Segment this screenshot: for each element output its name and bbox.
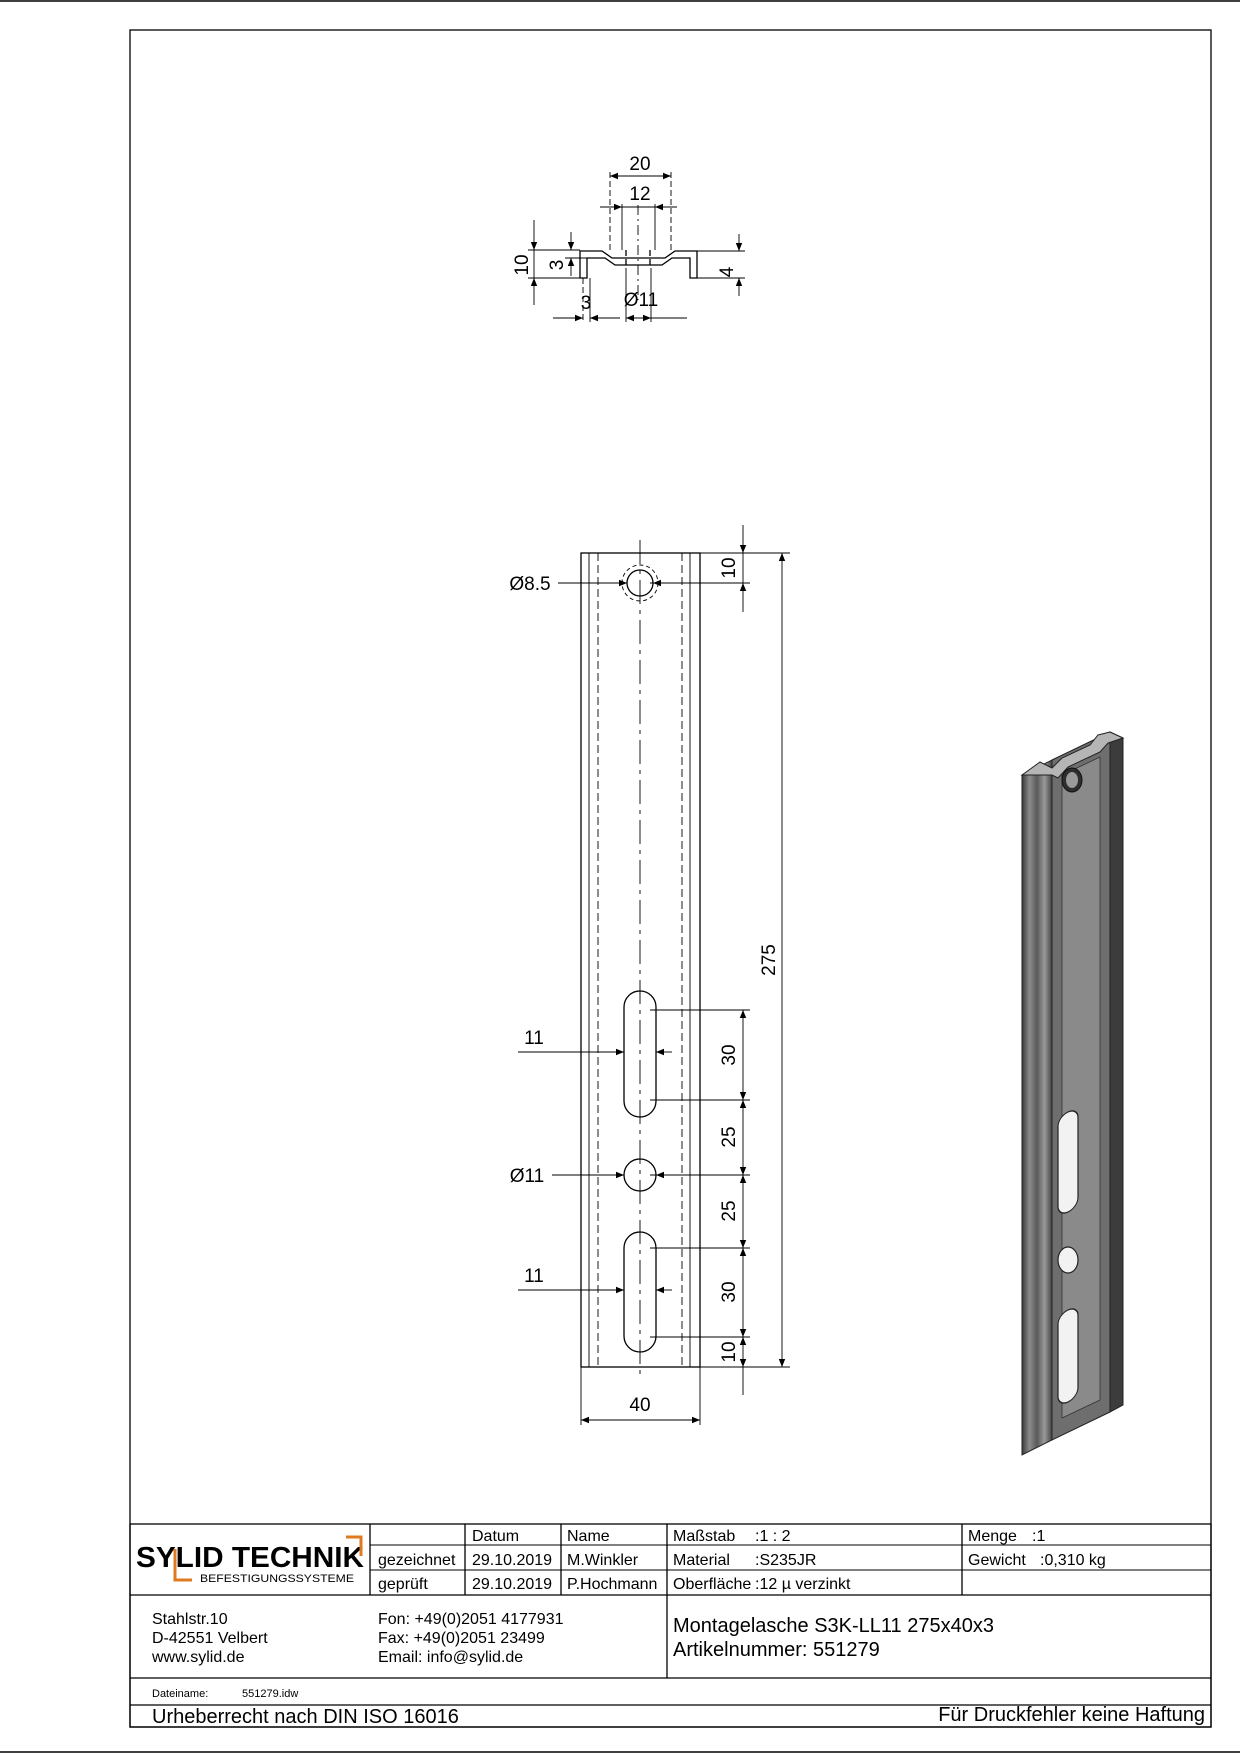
profile-outline	[580, 251, 697, 278]
header-datum: Datum	[472, 1528, 520, 1545]
iso-slot-upper	[1058, 1107, 1078, 1216]
iso-slot-lower	[1058, 1305, 1078, 1406]
dim-label-bottom-offset: 10	[719, 1341, 740, 1363]
spec-label-scale: Maßstab	[673, 1528, 736, 1545]
dim-label-width: 40	[629, 1395, 651, 1416]
dim-label-slot2-length: 30	[719, 1281, 740, 1303]
contact-phone: Fon: +49(0)2051 4177931	[378, 1611, 564, 1628]
filename-label: Dateiname:	[152, 1688, 209, 1700]
isometric-view	[1022, 732, 1123, 1455]
disclaimer-note: Für Druckfehler keine Haftung	[938, 1704, 1205, 1726]
iso-face-right	[1110, 732, 1123, 1412]
spec-value-surface: :12 µ verzinkt	[755, 1576, 851, 1593]
dim-label-flange: 4	[717, 266, 738, 278]
extra-label-quantity: Menge	[968, 1528, 1017, 1545]
company-logo	[136, 1537, 364, 1585]
dim-label-hole-dia: Ø11	[623, 290, 659, 311]
dim-label-length: 275	[759, 944, 780, 976]
contact-fax: Fax: +49(0)2051 23499	[378, 1630, 545, 1647]
row-name-drawn: M.Winkler	[567, 1552, 639, 1569]
product-name: Montagelasche S3K-LL11 275x40x3	[673, 1615, 994, 1637]
header-name: Name	[567, 1528, 610, 1545]
logo-tagline: BEFESTIGUNGSSYSTEME	[200, 1573, 354, 1585]
contact-email: Email: info@sylid.de	[378, 1649, 524, 1666]
dim-label-slot1-width: 11	[524, 1028, 544, 1049]
spec-label-material: Material	[673, 1552, 730, 1569]
spec-value-scale: :1 : 2	[755, 1528, 791, 1545]
dim-label-edge: 3	[580, 293, 592, 314]
dim-label-width-inner: 12	[629, 184, 651, 205]
row-label-checked: geprüft	[378, 1576, 428, 1593]
filename-value: 551279.idw	[242, 1688, 299, 1700]
extra-label-weight: Gewicht	[968, 1552, 1026, 1569]
dim-label-slot2-width: 11	[524, 1266, 544, 1287]
front-view	[518, 525, 790, 1425]
dim-label-gap2: 25	[719, 1200, 740, 1222]
dim-label-round-hole: Ø11	[509, 1166, 545, 1187]
dim-label-gap1: 25	[719, 1126, 740, 1148]
copyright-note: Urheberrecht nach DIN ISO 16016	[152, 1706, 459, 1728]
row-label-drawn: gezeichnet	[378, 1552, 456, 1569]
address-street: Stahlstr.10	[152, 1611, 228, 1628]
extra-value-quantity: :1	[1032, 1528, 1046, 1545]
spec-value-material: :S235JR	[755, 1552, 817, 1569]
dim-label-depth: 3	[547, 259, 568, 271]
row-date-drawn: 29.10.2019	[472, 1552, 553, 1569]
logo-wordmark: SYLID TECHNIK	[136, 1542, 365, 1574]
iso-face-left	[1022, 760, 1052, 1455]
dim-label-top-offset: 10	[719, 557, 740, 579]
address-city: D-42551 Velbert	[152, 1630, 268, 1647]
dim-label-slot1-length: 30	[719, 1044, 740, 1066]
spec-label-surface: Oberfläche	[673, 1576, 752, 1593]
iso-top-hole-inner	[1066, 772, 1078, 788]
product-article: Artikelnummer: 551279	[673, 1639, 880, 1661]
row-name-checked: P.Hochmann	[567, 1576, 658, 1593]
dim-label-height: 10	[512, 254, 533, 276]
dim-label-top-hole: Ø8.5	[509, 574, 551, 595]
row-date-checked: 29.10.2019	[472, 1576, 553, 1593]
address-web: www.sylid.de	[152, 1649, 245, 1666]
iso-round-hole	[1058, 1247, 1078, 1273]
extra-value-weight: :0,310 kg	[1040, 1552, 1106, 1569]
dim-label-width-outer: 20	[629, 154, 651, 175]
